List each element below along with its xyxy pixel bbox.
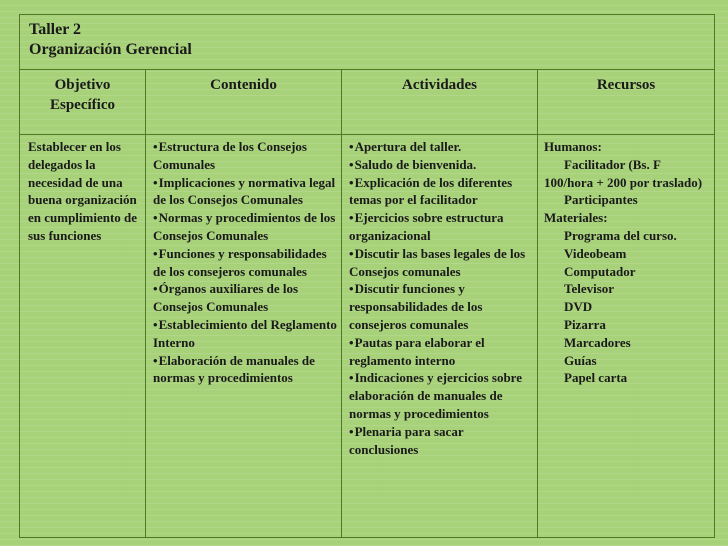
actividades-cell xyxy=(342,135,538,538)
list-item: • Elaboración de manuales de normas y procedimientos xyxy=(153,352,337,388)
list-item: • Órganos auxiliares de los Consejos Comunales xyxy=(153,280,337,316)
header-contenido: Contenido xyxy=(146,70,342,135)
list-item: • Plenaria para sacar conclusiones xyxy=(349,423,533,459)
recursos-material-item: Marcadores xyxy=(564,334,631,350)
list-item: • Discutir funciones y responsabilidades de los consejeros comunales xyxy=(349,280,533,333)
list-item: • Funciones y responsabilidades de los consejeros comunales xyxy=(153,245,337,281)
contenido-cell xyxy=(146,135,342,538)
recursos-material-item: Papel carta xyxy=(564,370,628,386)
recursos-cell xyxy=(538,135,714,538)
objetivo-cell xyxy=(20,135,146,538)
objetivo-text: Establecer en los delegados la necesidad de una buena organización en cumplimiento de sus funciones xyxy=(28,139,138,243)
list-item: • Ejercicios sobre estructura organizacional xyxy=(349,209,533,245)
recursos-material-item: Televisor xyxy=(564,281,615,297)
header-objetivo: Objetivo Específico xyxy=(20,70,146,135)
recursos-humanos-label: Humanos: xyxy=(544,139,602,154)
list-item: • Discutir las bases legales de los Consejos comunales xyxy=(349,245,533,281)
list-item: • Normas y procedimientos de los Consejos Comunales xyxy=(153,209,337,245)
recursos-facilitador: Facilitador (Bs. F 100/hora + 200 por traslado) xyxy=(544,156,703,190)
table-title xyxy=(20,15,714,70)
list-item: • Explicación de los diferentes temas por el facilitador xyxy=(349,174,533,210)
header-recursos: Recursos xyxy=(538,70,714,135)
recursos-material-item: Pizarra xyxy=(564,316,606,332)
list-item: • Saludo de bienvenida. xyxy=(349,156,533,174)
list-item: • Pautas para elaborar el reglamento interno xyxy=(349,334,533,370)
list-item: • Apertura del taller. xyxy=(349,138,533,156)
header-actividades: Actividades xyxy=(342,70,538,135)
contenido-list xyxy=(153,138,337,387)
list-item: • Indicaciones y ejercicios sobre elaboración de manuales de normas y procedimientos xyxy=(349,369,533,422)
workshop-table xyxy=(19,14,715,538)
recursos-material-item: Computador xyxy=(564,263,636,279)
recursos-material-item: Programa del curso. xyxy=(564,227,677,243)
recursos-participantes: Participantes xyxy=(564,192,638,208)
recursos-material-item: Guías xyxy=(564,352,597,368)
actividades-list xyxy=(349,138,533,458)
list-item: • Establecimiento del Reglamento Interno xyxy=(153,316,337,352)
recursos-material-item: DVD xyxy=(564,299,593,315)
recursos-material-item: Videobeam xyxy=(564,245,627,261)
list-item: • Estructura de los Consejos Comunales xyxy=(153,138,337,174)
recursos-materiales-label: Materiales: xyxy=(544,210,608,226)
list-item: • Implicaciones y normativa legal de los Consejos Comunales xyxy=(153,174,337,210)
title-line-1: Taller 2 xyxy=(29,21,82,38)
title-line-2: Organización Gerencial xyxy=(29,41,192,58)
